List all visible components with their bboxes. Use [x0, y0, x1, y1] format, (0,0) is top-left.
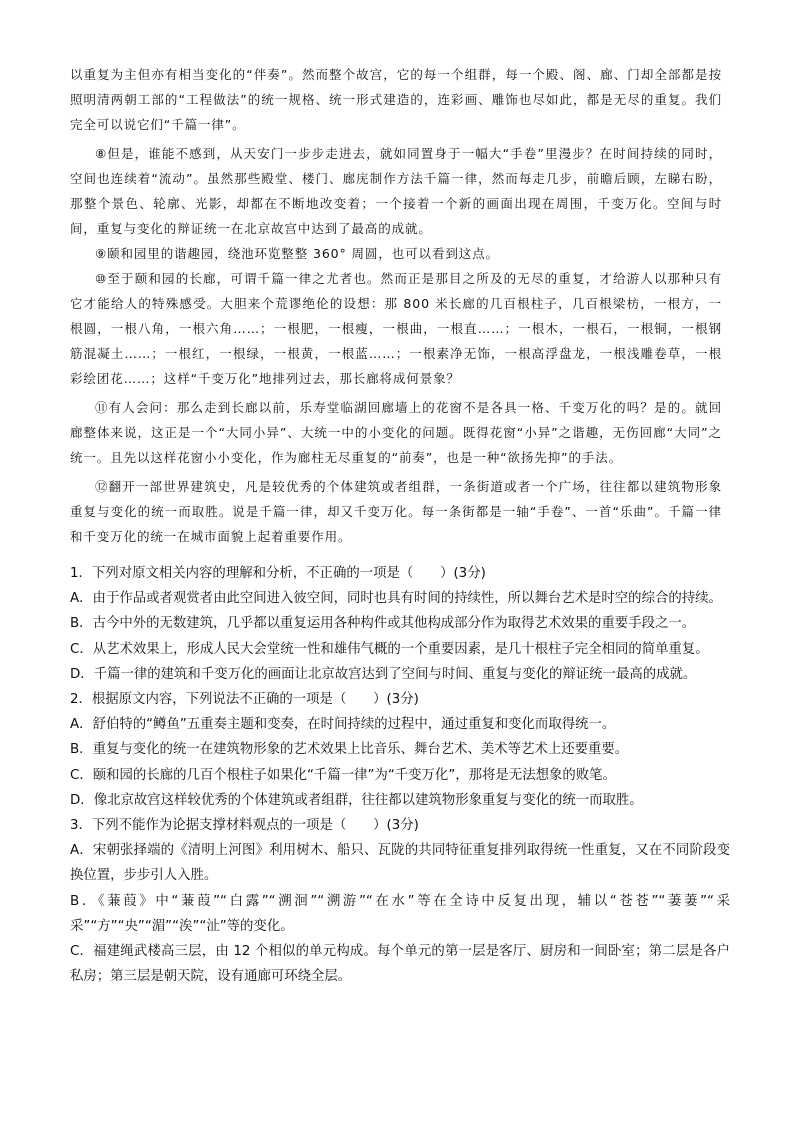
question-1: [70, 561, 730, 687]
passage-paragraph: ⑫翻开一部世界建筑史，凡是较优秀的个体建筑或者组群，一条街道或者一个广场，往往都以建筑物形象重复与变化的统一而取胜。说是千篇一律，却又千变万化。每一条街都是一轴“手卷”、一首“乐曲”。千篇一律和千变万化的统一在城市面貌上起着重要作用。: [70, 479, 722, 544]
option-b: B．《蒹葭》中“蒹葭”“白露”“溯洄”“溯游”“在水”等在全诗中反复出现，辅以“苍苍”“萋萋”“采采”“方”“央”“湄”“涘”“沚”等的变化。: [70, 893, 730, 934]
reading-passage: [70, 62, 722, 549]
question-3: [70, 813, 730, 989]
passage-paragraph: ⑪有人会问：那么走到长廊以前，乐寿堂临湖回廊墙上的花窗不是各具一格、千变万化的吗？是的。就回廊整体来说，这正是一个“大同小异”、大统一中的小变化的问题。既得花窗“小异”之谐趣，无伤回廊“大同”之统一。且先以这样花窗小小变化，作为廊柱无尽重复的“前奏”，也是一种“欲扬先抑”的手法。: [70, 400, 722, 465]
option-b: B．古今中外的无数建筑，几乎都以重复运用各种构件或其他构成部分作为取得艺术效果的重要手段之一。: [70, 616, 696, 632]
question-stem: 3．下列不能作为论据支撑材料观点的一项是（ ）(3分): [70, 818, 419, 834]
option-a: A．舒伯特的“鳟鱼”五重奏主题和变奏，在时间持续的过程中，通过重复和变化而取得统一。: [70, 717, 616, 733]
option-a: A．宋朝张择端的《清明上河图》利用树木、船只、瓦陇的共同特征重复排列取得统一性重复，又在不同阶段变换位置，步步引人入胜。: [70, 843, 730, 884]
option-c: C．福建绳武楼高三层，由 12 个相似的单元构成。每个单元的第一层是客厅、厨房和一间卧室；第二层是各户私房；第三层是朝天院，设有通廊可环绕全层。: [70, 944, 730, 985]
option-d: D．像北京故宫这样较优秀的个体建筑或者组群，往往都以建筑物形象重复与变化的统一而取胜。: [70, 792, 643, 808]
option-d: D．千篇一律的建筑和千变万化的画面让北京故宫达到了空间与时间、重复与变化的辩证统一最高的成就。: [70, 666, 697, 682]
passage-paragraph: ⑨颐和园里的谐趣园，绕池环览整整 360° 周圆，也可以看到这点。: [95, 246, 499, 261]
option-b: B．重复与变化的统一在建筑物形象的艺术效果上比音乐、舞台艺术、美术等艺术上还要重要。: [70, 742, 629, 758]
passage-paragraph: 以重复为主但亦有相当变化的“伴奏”。然而整个故宫，它的每一个组群，每一个殿、阁、廊、门却全部都是按照明清两朝工部的“工程做法”的统一规格、统一形式建造的，连彩画、雕饰也尽如此，都是无尽的重复。我们完全可以说它们“千篇一律”。: [70, 67, 722, 132]
option-c: C．从艺术效果上，形成人民大会堂统一性和雄伟气概的一个重要因素，是几十根柱子完全相同的简单重复。: [70, 641, 709, 657]
question-stem: 1．下列对原文相关内容的理解和分析，不正确的一项是（ ）(3分): [70, 566, 486, 581]
question-2: [70, 687, 730, 813]
passage-paragraph: ⑧但是，谁能不感到，从天安门一步步走进去，就如同置身于一幅大“手卷”里漫步？在时间持续的同时，空间也连续着“流动”。虽然那些殿堂、楼门、廊庑制作方法千篇一律，然而每走几步，前瞻后顾，左睇右盼，那整个景色、轮廓、光影，却都在不断地改变着；一个接着一个新的画面出现在周围，千变万化。空间与时间，重复与变化的辩证统一在北京故宫中达到了最高的成就。: [70, 146, 722, 236]
question-stem: 2．根据原文内容，下列说法不正确的一项是（ ）(3分): [70, 692, 419, 708]
question-section: [70, 561, 730, 989]
option-a: A．由于作品或者观赏者由此空间进入彼空间，同时也具有时间的持续性，所以舞台艺术是时空的综合的持续。: [70, 591, 722, 607]
passage-paragraph: ⑩至于颐和园的长廊，可谓千篇一律之尤者也。然而正是那目之所及的无尽的重复，才给游人以那种只有它才能给人的特殊感受。大胆来个荒谬绝伦的设想：那 800 米长廊的几百根柱子，几百根梁枋，一根方，一根圆，一根八角，一根六角……；一根肥，一根瘦，一根曲，一根直……；一根木，一根石，一根铜，一根钢筋混凝土……；一根红，一根绿，一根黄，一根蓝……；一根素净无饰，一根高浮盘龙，一根浅雕卷草，一根彩绘团花……；这样“千变万化”地排列过去，那长廊将成何景象？: [70, 271, 722, 386]
option-c: C．颐和园的长廊的几百个根柱子如果化“千篇一律”为“千变万化”，那将是无法想象的败笔。: [70, 767, 616, 783]
